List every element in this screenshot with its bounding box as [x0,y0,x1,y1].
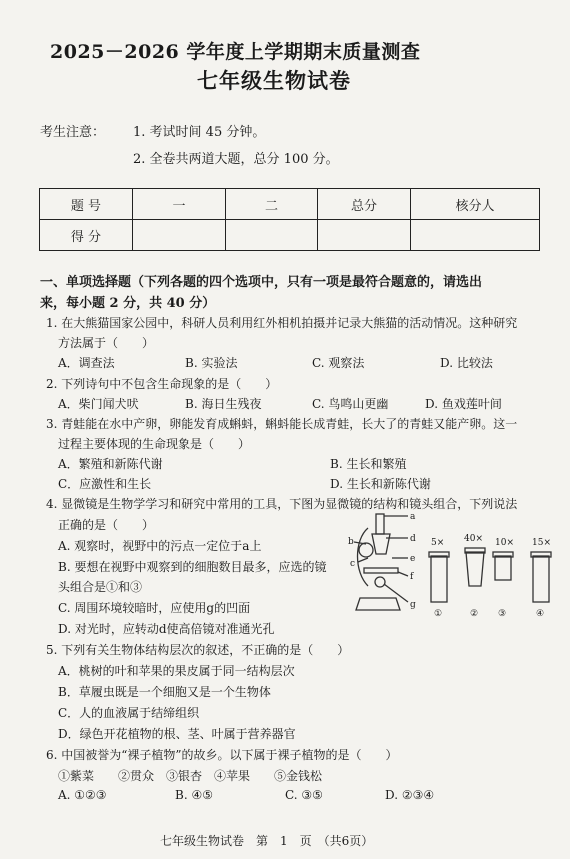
option[interactable]: D. ②③④ [385,788,435,802]
notice-label: 考生注意： [40,125,106,140]
part-label: d [410,534,416,544]
part-label: g [410,600,416,610]
question-stem: 正确的是（ ） [58,518,155,532]
option[interactable]: B. 海日生残夜 [185,397,262,411]
question-stem: 2. 下列诗句中不包含生命现象的是（ ） [46,377,278,391]
option[interactable]: A．桃树的叶和苹果的果皮属于同一结构层次 [58,664,295,678]
score-table [39,188,540,251]
option[interactable]: C. 鸟鸣山更幽 [312,397,389,411]
lens-number: ③ [498,609,507,619]
stage-shape [364,568,398,573]
mirror-shape [375,577,385,587]
score-cell[interactable] [411,220,540,251]
option[interactable]: A．柴门闻犬吠 [58,397,139,411]
score-cell[interactable] [318,220,411,251]
eyepiece-shape [376,514,384,534]
question-stem: 1. 在大熊猫国家公园中，科研人员利用红外相机拍摄并记录大熊猫的活动情况。这种研究 [46,316,518,330]
option[interactable]: B. ④⑤ [175,788,213,802]
option[interactable]: A．调查法 [58,356,115,370]
part-label: f [410,572,414,582]
base-shape [356,598,400,610]
question-stem: 5. 下列有关生物体结构层次的叙述，不正确的是（ ） [46,643,350,657]
option-continuation: 头组合是①和③ [58,580,143,594]
option[interactable]: B. 实验法 [185,356,238,370]
score-table-header: 一 [133,189,226,220]
lens-number: ① [434,609,443,619]
lens-number: ② [470,609,479,619]
lens-3-shape [495,556,511,580]
coarse-focus-shape [359,543,373,557]
option[interactable]: B. 生长和繁殖 [330,457,407,471]
lens-magnification: 15× [532,538,551,548]
lens-magnification: 5× [431,538,445,548]
question-stem: 3. 青蛙能在水中产卵，卵能发育成蝌蚪，蝌蚪能长成青蛙，长大了的青蛙又能产卵。这一 [46,417,518,431]
option[interactable]: C．人的血液属于结缔组织 [58,706,200,720]
option[interactable]: C．应激性和生长 [58,477,152,491]
option[interactable]: D．绿色开花植物的根、茎、叶属于营养器官 [58,727,296,741]
option[interactable]: C. 周围环境较暗时，应使用g的凹面 [58,601,251,615]
notice-item: 1. 考试时间 45 分钟。 [133,125,266,140]
option[interactable]: D. 比较法 [440,356,493,370]
exam-title: 2025－2026 学年度上学期期末质量测查 [50,41,421,63]
question-stem: 6. 中国被誉为“裸子植物”的故乡。以下属于裸子植物的是（ ） [46,748,398,762]
score-table-row-label: 得 分 [40,220,133,251]
option[interactable]: D. 鱼戏莲叶间 [425,397,502,411]
question-stem: 4. 显微镜是生物学学习和研究中常用的工具，下图为显微镜的结构和镜头组合，下列说法 [46,497,518,511]
option[interactable]: A．繁殖和新陈代谢 [58,457,163,471]
option[interactable]: D. 生长和新陈代谢 [330,477,431,491]
score-table-header: 核分人 [411,189,540,220]
lens-1-shape [431,556,447,602]
lens-number: ④ [536,609,545,619]
question-stem: 方法属于（ ） [58,336,155,350]
option[interactable]: A. 观察时，视野中的污点一定位于a上 [58,539,262,553]
part-label: b [348,537,354,547]
notice-item: 2. 全卷共两道大题，总分 100 分。 [133,152,339,167]
lens-magnification: 40× [464,534,483,544]
tube-shape [372,534,390,554]
option[interactable]: B．草履虫既是一个细胞又是一个生物体 [58,685,271,699]
score-cell[interactable] [133,220,226,251]
option[interactable]: A. ①②③ [58,788,107,802]
page-footer: 七年级生物试卷 第 1 页 （共6页） [160,834,374,848]
option[interactable]: B. 要想在视野中观察到的细胞数目最多，应选的镜 [58,560,327,574]
question-stem: 过程主要体现的生命现象是（ ） [58,437,251,451]
part-label: e [410,554,416,564]
option[interactable]: C. 观察法 [312,356,365,370]
lens-2-shape [466,552,484,586]
part-label: a [410,512,416,522]
score-table-header: 二 [226,189,318,220]
score-table-header: 题 号 [40,189,133,220]
question-items: ①紫菜 ②贯众 ③银杏 ④苹果 ⑤金钱松 [58,769,323,783]
score-cell[interactable] [226,220,318,251]
lens-magnification: 10× [495,538,514,548]
exam-subtitle: 七年级生物试卷 [197,68,351,93]
option[interactable]: C. ③⑤ [285,788,323,802]
section-heading: 一、单项选择题（下列各题的四个选项中，只有一项是最符合题意的，请选出 [40,275,483,290]
section-heading: 来，每小题 2 分，共 40 分） [40,296,216,311]
part-label: c [350,559,356,569]
option[interactable]: D. 对光时，应转动d使高倍镜对准通光孔 [58,622,275,636]
microscope-figure [346,510,556,622]
score-table-header: 总分 [318,189,411,220]
lens-4-shape [533,556,549,602]
